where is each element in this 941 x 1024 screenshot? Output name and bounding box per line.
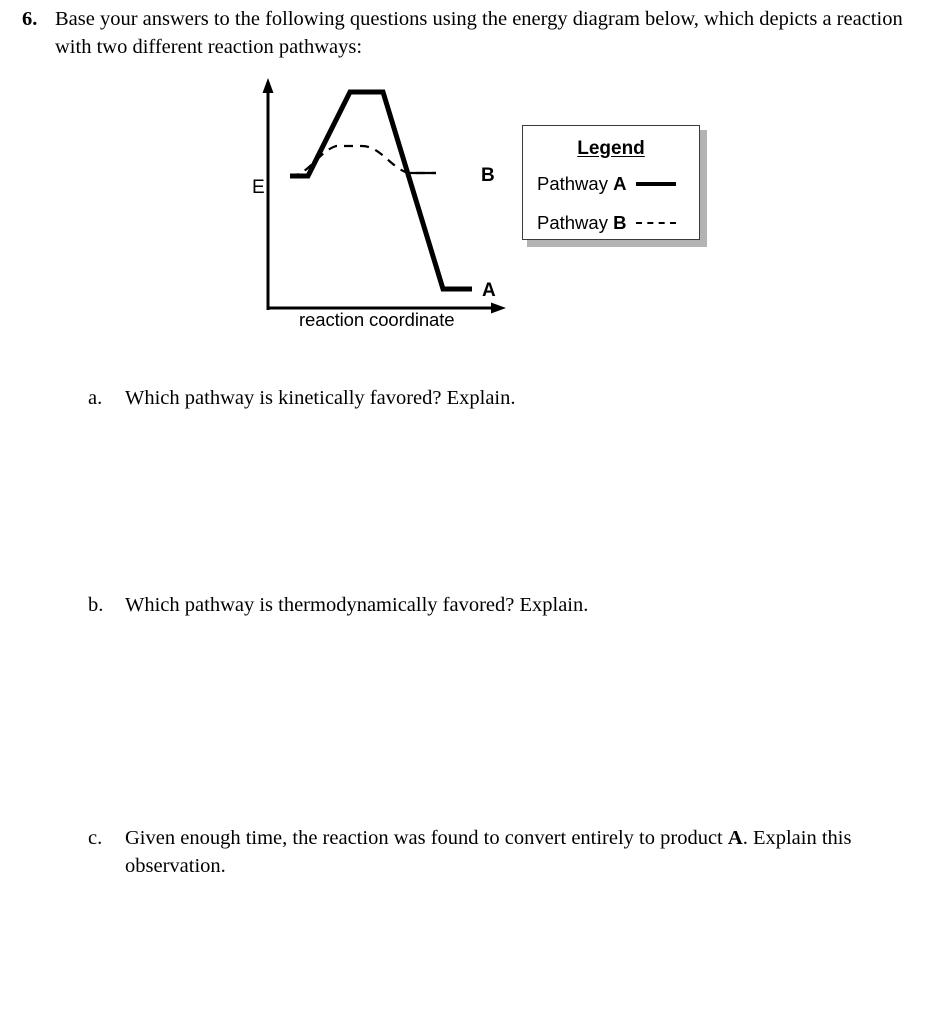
question-row [22, 5, 912, 61]
sub-question-c-product-bold: A [727, 827, 743, 849]
sub-question-c-text-after: . Explain this observation. [125, 827, 852, 877]
product-label-a: A [482, 280, 496, 301]
sub-question-c-letter: c. [88, 827, 103, 849]
legend-entry-a-text [537, 172, 626, 196]
legend-entry-b-prefix: Pathway [537, 212, 608, 233]
sub-question-a-text: Which pathway is kinetically favored? Explain. [125, 387, 516, 409]
legend-entry-pathway-b [537, 211, 697, 235]
sub-question-b-text: Which pathway is thermodynamically favored? Explain. [125, 594, 589, 616]
sub-question-c [88, 824, 898, 880]
legend-entry-a-prefix: Pathway [537, 173, 608, 194]
legend-entry-pathway-a [537, 172, 697, 196]
legend-title: Legend [577, 138, 645, 159]
solid-line-swatch-icon [636, 177, 676, 191]
x-axis-label: reaction coordinate [299, 309, 455, 330]
question-block [22, 5, 912, 61]
legend-box [522, 125, 700, 240]
dashed-line-swatch-icon [636, 216, 676, 230]
legend-entry-a-bold: A [613, 173, 627, 194]
sub-question-a [88, 384, 898, 412]
sub-question-c-text-before: Given enough time, the reaction was found to convert entirely to product [125, 827, 728, 849]
product-label-b: B [481, 165, 495, 186]
question-number: 6. [22, 8, 38, 30]
pathway-a-curve [290, 92, 472, 289]
legend-entry-b-bold: B [613, 212, 627, 233]
question-prompt: Base your answers to the following questions using the energy diagram below, which depicts a reaction with two different reaction pathways: [55, 8, 903, 58]
sub-question-a-letter: a. [88, 387, 103, 409]
y-axis-label: E [252, 177, 265, 198]
sub-question-c-text [125, 824, 898, 880]
sub-question-b-letter: b. [88, 594, 104, 616]
legend-entry-b-text [537, 211, 626, 235]
sub-question-b [88, 591, 898, 619]
